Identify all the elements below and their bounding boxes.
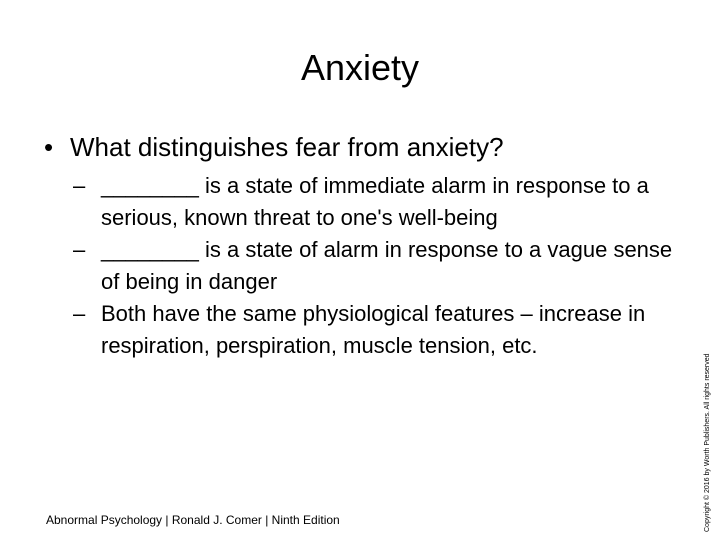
sub-bullet-text: Both have the same physiological features – increase in respiration, perspiration, muscle tension, etc.	[101, 301, 646, 358]
sub-bullet	[73, 170, 693, 234]
sub-bullet-text: ________ is a state of alarm in response to a vague sense of being in danger	[101, 237, 673, 294]
sub-bullet-list	[73, 170, 693, 362]
main-bullet	[44, 130, 504, 164]
sub-bullet	[73, 234, 693, 298]
bullet-marker: •	[44, 132, 54, 162]
sub-bullet-text: ________ is a state of immediate alarm in response to a serious, known threat to one's well-being	[101, 173, 649, 230]
sub-bullet-dash: –	[73, 237, 86, 262]
sub-bullet	[73, 298, 693, 362]
main-bullet-text: What distinguishes fear from anxiety?	[70, 132, 504, 162]
sub-bullet-dash: –	[73, 173, 86, 198]
slide-title: Anxiety	[300, 47, 420, 88]
copyright-notice: Copyright © 2016 by Worth Publishers. All rights reserved	[704, 353, 711, 532]
sub-bullet-dash: –	[73, 301, 86, 326]
footer-citation: Abnormal Psychology | Ronald J. Comer | Ninth Edition	[46, 513, 340, 527]
